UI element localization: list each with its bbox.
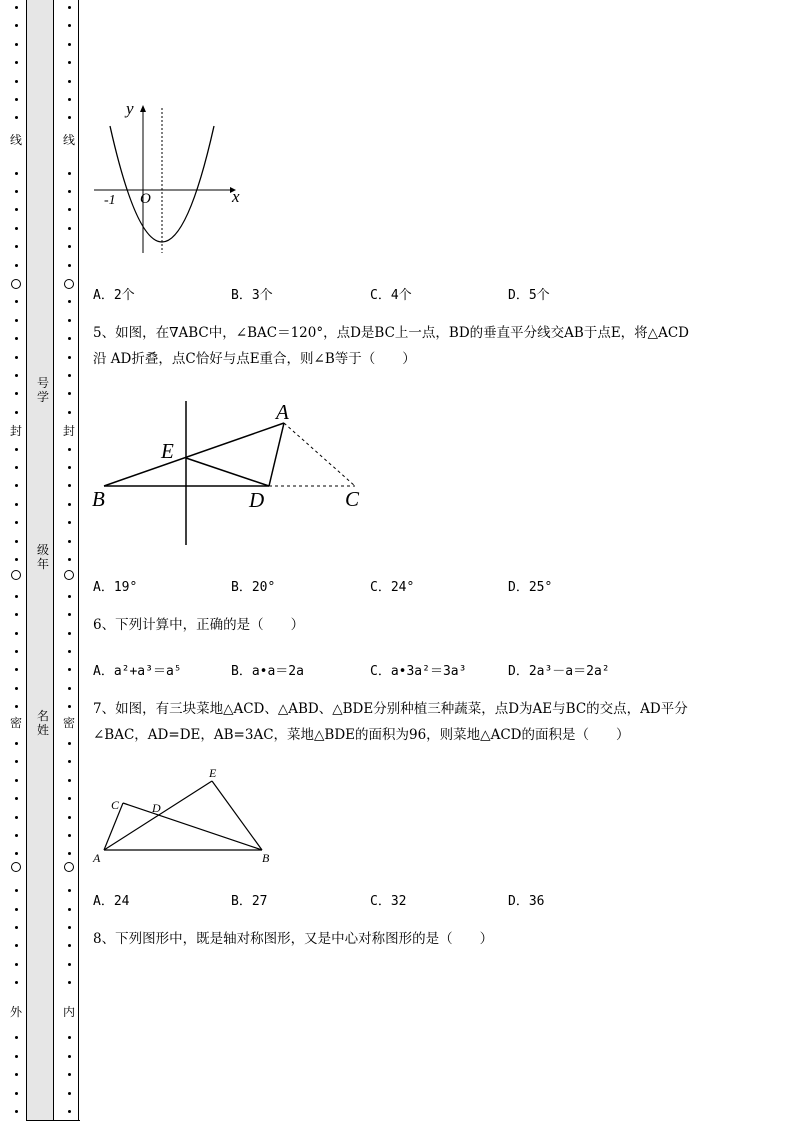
seal-dot (68, 797, 71, 800)
gutter-label-name: 名姓 (36, 709, 49, 737)
seal-dot (68, 687, 71, 690)
inner-circle-mark (64, 570, 74, 580)
seal-dot (68, 944, 71, 947)
y-axis-label: y (126, 99, 134, 118)
seal-dot (68, 668, 71, 671)
seal-dot (15, 24, 18, 27)
q7-option-a: A．24 (93, 894, 130, 909)
seal-dot (68, 61, 71, 64)
seal-dot (68, 1055, 71, 1058)
outer-char-xian: 线 (9, 133, 22, 147)
seal-dot (15, 61, 18, 64)
seal-dot (68, 43, 71, 46)
seal-dot (15, 411, 18, 414)
seal-dot (15, 1110, 18, 1113)
q6-option-c: C．a•3a²＝3a³ (370, 664, 467, 679)
seal-dot (68, 6, 71, 9)
seal-dot (15, 797, 18, 800)
seal-dot (68, 540, 71, 543)
seal-dot (68, 24, 71, 27)
q4-parabola-figure (90, 98, 250, 260)
seal-dot (68, 245, 71, 248)
seal-dot (15, 1055, 18, 1058)
q5-stem-line1: 5、如图，在∇ABC中，∠BAC＝120°，点D是BC上一点，BD的垂直平分线交AB于点E，将△ACD (93, 325, 689, 341)
segment-ba (104, 423, 284, 486)
seal-dot (68, 116, 71, 119)
seal-dot (68, 889, 71, 892)
seal-dot (15, 190, 18, 193)
seal-dot (15, 613, 18, 616)
seal-dot (68, 521, 71, 524)
seal-dot (15, 963, 18, 966)
label-d: D (249, 488, 265, 512)
seal-dot (15, 705, 18, 708)
q7-stem-line2: ∠BAC，AD=DE，AB=3AC，菜地△BDE的面积为96，则菜地△ACD的面积是（ ） (93, 727, 630, 743)
inner-char-xian: 线 (62, 133, 75, 147)
label-b: B (92, 487, 105, 511)
seal-dot (68, 1092, 71, 1095)
segment-ad (269, 423, 284, 486)
y-axis-arrow (140, 105, 146, 112)
inner-char-nei: 内 (62, 1005, 75, 1019)
q5-option-c: C．24° (370, 580, 415, 595)
inner-circle-mark (64, 279, 74, 289)
seal-dot (15, 981, 18, 984)
seal-dot (15, 944, 18, 947)
seal-dot (68, 1110, 71, 1113)
seal-dot (68, 558, 71, 561)
seal-dot (68, 503, 71, 506)
seal-dot (15, 816, 18, 819)
outer-circle-mark (11, 570, 21, 580)
seal-dot (68, 834, 71, 837)
q6-option-d: D．2a³－a＝2a² (508, 664, 610, 679)
seal-dot (68, 484, 71, 487)
seal-dot (68, 208, 71, 211)
outer-char-feng: 封 (9, 424, 22, 438)
seal-dot (68, 632, 71, 635)
seal-dot (15, 392, 18, 395)
seal-dot (68, 264, 71, 267)
q5-option-b: B．20° (231, 580, 276, 595)
seal-dot (68, 98, 71, 101)
seal-dot (68, 595, 71, 598)
seal-dot (15, 742, 18, 745)
seal-dot (15, 1036, 18, 1039)
seal-dot (15, 448, 18, 451)
seal-dot (68, 374, 71, 377)
q6-stem: 6、下列计算中，正确的是（ ） (93, 617, 305, 633)
seal-dot (68, 80, 71, 83)
seal-dot (68, 816, 71, 819)
label-a: A (276, 400, 289, 424)
seal-dot (15, 852, 18, 855)
q5-triangle-figure (90, 398, 380, 548)
seal-dot (15, 521, 18, 524)
seal-dot (15, 6, 18, 9)
segment-ae (104, 781, 212, 850)
seal-dot (15, 760, 18, 763)
label-d: D (152, 801, 161, 815)
segment-cb (123, 803, 262, 850)
seal-dot (68, 926, 71, 929)
outer-char-wai: 外 (9, 1005, 22, 1019)
seal-dot (15, 356, 18, 359)
seal-dot (15, 779, 18, 782)
q4-option-b: B．3个 (231, 288, 273, 303)
gutter-label-class: 级年 (36, 543, 49, 571)
seal-dot (68, 779, 71, 782)
seal-dot (68, 705, 71, 708)
q5-option-a: A．19° (93, 580, 138, 595)
seal-dot (15, 466, 18, 469)
q4-option-a: A．2个 (93, 288, 135, 303)
seal-dot (68, 466, 71, 469)
outer-circle-mark (11, 279, 21, 289)
gutter-label-student-number: 号学 (36, 376, 49, 404)
inner-char-mi: 密 (62, 716, 75, 730)
label-a: A (93, 851, 101, 865)
seal-dot (15, 43, 18, 46)
segment-eb (212, 781, 262, 850)
q6-option-b: B．a•a＝2a (231, 664, 304, 679)
seal-dot (15, 889, 18, 892)
seal-dot (15, 632, 18, 635)
label-e: E (161, 439, 174, 463)
seal-dot (15, 208, 18, 211)
seal-dot (15, 80, 18, 83)
seal-dot (15, 300, 18, 303)
seal-dot (68, 1073, 71, 1076)
segment-ac-dashed (284, 423, 355, 486)
q5-stem-line2: 沿 AD折叠，点C恰好与点E重合，则∠B等于（ ） (93, 351, 416, 367)
seal-dot (68, 981, 71, 984)
seal-dot (15, 484, 18, 487)
seal-dot (15, 834, 18, 837)
seal-dot (68, 852, 71, 855)
seal-dot (68, 319, 71, 322)
seal-dot (15, 926, 18, 929)
seal-dot (15, 374, 18, 377)
label-b: B (262, 851, 270, 865)
q5-option-d: D．25° (508, 580, 553, 595)
segment-ed (186, 458, 269, 486)
seal-dot (68, 1036, 71, 1039)
seal-dot (15, 172, 18, 175)
seal-dot (15, 264, 18, 267)
q8-stem: 8、下列图形中，既是轴对称图形，又是中心对称图形的是（ ） (93, 931, 494, 947)
seal-dot (68, 392, 71, 395)
seal-dot (15, 1092, 18, 1095)
seal-dot (68, 613, 71, 616)
q7-triangle-figure (90, 765, 280, 865)
seal-dot (68, 448, 71, 451)
seal-dot (68, 337, 71, 340)
seal-dot (68, 742, 71, 745)
minus-one-label: -1 (104, 193, 116, 208)
q6-option-a: A．a²+a³＝a⁵ (93, 664, 182, 679)
seal-dot (68, 190, 71, 193)
label-c: C (345, 487, 360, 511)
seal-dot (68, 908, 71, 911)
q7-stem-line1: 7、如图，有三块菜地△ACD、△ABD、△BDE分别种植三种蔬菜，点D为AE与BC的交点，AD平分 (93, 701, 688, 717)
seal-dot (15, 98, 18, 101)
label-c: C (111, 798, 120, 812)
seal-dot (68, 356, 71, 359)
seal-dot (68, 760, 71, 763)
seal-dot (68, 963, 71, 966)
q7-option-c: C．32 (370, 894, 407, 909)
q7-option-b: B．27 (231, 894, 268, 909)
seal-dot (15, 540, 18, 543)
seal-dot (15, 687, 18, 690)
seal-dot (68, 172, 71, 175)
seal-dot (15, 650, 18, 653)
seal-dot (68, 227, 71, 230)
outer-circle-mark (11, 862, 21, 872)
q4-option-c: C．4个 (370, 288, 412, 303)
seal-dot (15, 668, 18, 671)
origin-label: O (140, 191, 151, 207)
seal-dot (15, 908, 18, 911)
bottom-border-line (26, 1120, 80, 1121)
outer-char-mi: 密 (9, 716, 22, 730)
seal-dot (15, 227, 18, 230)
seal-dot (15, 116, 18, 119)
seal-dot (68, 411, 71, 414)
inner-circle-mark (64, 862, 74, 872)
q4-option-d: D．5个 (508, 288, 550, 303)
q7-option-d: D．36 (508, 894, 545, 909)
seal-dot (15, 245, 18, 248)
seal-dot (15, 595, 18, 598)
seal-dot (68, 650, 71, 653)
label-e: E (209, 766, 217, 780)
seal-dot (15, 337, 18, 340)
inner-char-feng: 封 (62, 424, 75, 438)
inner-border-line (78, 0, 79, 1120)
seal-dot (68, 300, 71, 303)
seal-dot (15, 319, 18, 322)
seal-dot (15, 1073, 18, 1076)
seal-dot (15, 503, 18, 506)
x-axis-label: x (232, 187, 240, 206)
seal-dot (15, 558, 18, 561)
